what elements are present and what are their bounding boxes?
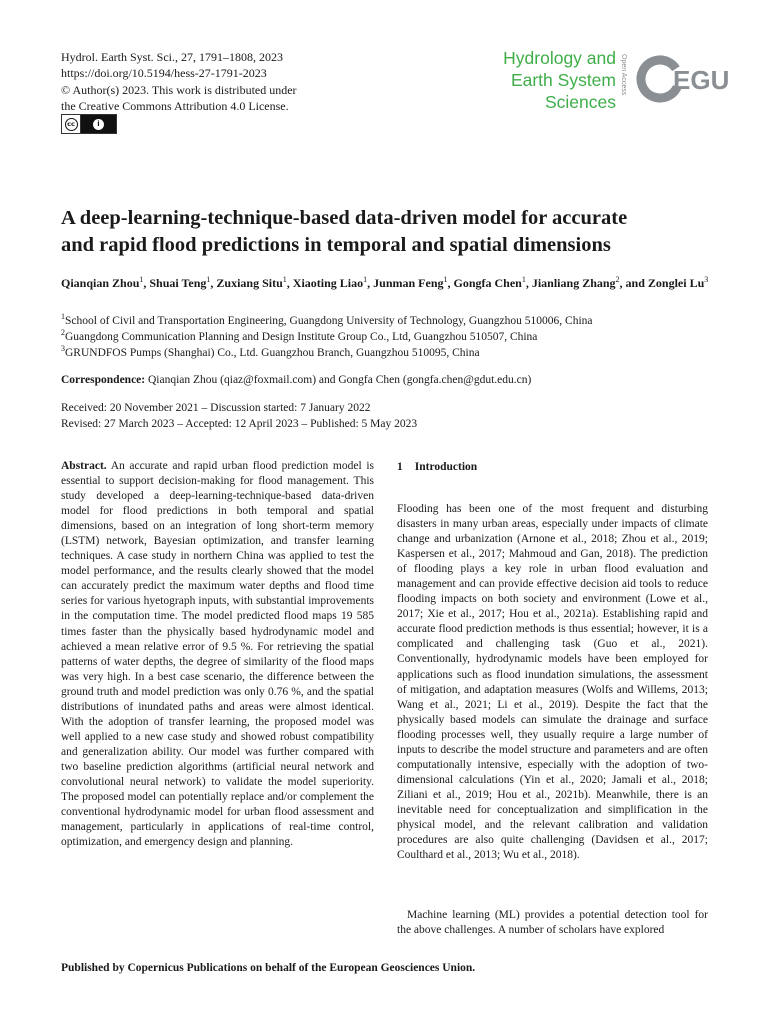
affiliation-list — [61, 313, 593, 361]
doi-link[interactable]: https://doi.org/10.5194/hess-27-1791-2023 — [61, 66, 267, 81]
intro-paragraph: Flooding has been one of the most frequent and disturbing disasters in many urban areas, especially under impacts of climate change and urbanization (Arnone et al., 2018; Zhou et al., 2019; Kaspersen et al., 2017; Mahmoud and Gan, 2018). The prediction of flooding plays a key role in urban flood evaluation and management and can provide effective decision aid tools to reduce flooding impacts on both society and environment (Lowe et al., 2017; Xie et al., 2017; Hou et al., 2021a). Establishing rapid and accurate flood prediction methods is thus essential; however, it is a complicated and challenging task (Guo et al., 2021). Conventionally, hydrodynamic models have been employed for applications such as flood inundation simulations, the assessment of mitigation, and adaptation measures (Wolfs and Willems, 2013; Wang et al., 2021; Li et al., 2019). Despite the fact that the physically based models can simulate the drainage and surface flooding processes well, they usually require a large number of inputs to describe the model structure and parameters and are often computationally intensive, especially with the adoption of two-dimensional calculations (Yin et al., 2020; Jamali et al., 2018; Ziliani et al., 2019; Hou et al., 2021b). Meanwhile, there is an inevitable need for conceptualization and simplification in the physical model, and the relevant calibration and validation procedures are also quite challenging (Davidsen et al., 2017; Coulthard et al., 2013; Wu et al., 2018). — [397, 503, 708, 862]
publisher-footer: Published by Copernicus Publications on behalf of the European Geosciences Union. — [61, 962, 476, 974]
section-number: 1 — [397, 461, 403, 473]
attribution-icon: i — [81, 115, 116, 133]
article-title: A deep-learning-technique-based data-driven model for accurate and rapid flood predictions in temporal and spatial dimensions — [61, 207, 628, 256]
journal-name: Hydrology and Earth System Sciences — [503, 48, 616, 112]
license-line: the Creative Commons Attribution 4.0 License. — [61, 98, 289, 113]
correspondence-emails[interactable]: Qianqian Zhou (qiaz@foxmail.com) and Gongfa Chen (gongfa.chen@gdut.edu.cn) — [148, 374, 532, 386]
author[interactable]: Shuai Teng$^1$ — [149, 275, 211, 290]
svg-text:Open Access: Open Access — [620, 54, 627, 96]
abstract-label: Abstract. — [61, 460, 107, 472]
intro-paragraph: Machine learning (ML) provides a potential detection tool for the above challenges. A number of scholars have explored — [397, 909, 708, 937]
publication-dates: Received: 20 November 2021 – Discussion started: 7 January 2022 Revised: 27 March 2023 – Accepted: 12 April 2023 – Published: 5 May 2023 — [61, 402, 418, 430]
citation-block — [61, 49, 297, 114]
svg-text:EGU: EGU — [673, 65, 730, 95]
abstract — [61, 459, 374, 850]
egu-logo — [633, 51, 730, 107]
author-list: Qianqian Zhou$^1$, Shuai Teng$^1$, Zuxiang Situ$^1$, Xiaoting Liao$^1$, Junman Feng$^1$, Gongfa Chen$^1$, Jianliang Zhang$^2$, and Zonglei Lu$^3$ — [61, 275, 709, 290]
author[interactable]: Xiaoting Liao$^1$ — [292, 275, 368, 290]
correspondence-label: Correspondence: — [61, 374, 146, 386]
affiliation: $^1$School of Civil and Transportation Engineering, Guangdong University of Technology, Guangzhou 510006, China — [61, 312, 593, 327]
cc-by-license-badge[interactable] — [61, 114, 117, 134]
affiliation: $^3$GRUNDFOS Pumps (Shanghai) Co., Ltd. Guangzhou Branch, Guangzhou 510095, China — [61, 344, 480, 359]
author[interactable]: Zonglei Lu$^3$ — [647, 275, 709, 290]
author[interactable]: Junman Feng$^1$ — [373, 275, 448, 290]
copyright-line: © Author(s) 2023. This work is distributed under — [61, 82, 297, 97]
author[interactable]: Zuxiang Situ$^1$ — [216, 275, 287, 290]
author[interactable]: Gongfa Chen$^1$ — [453, 275, 526, 290]
affiliation: $^2$Guangdong Communication Planning and Design Institute Group Co., Ltd, Guangzhou 510507, China — [61, 328, 538, 343]
author[interactable]: Qianqian Zhou$^1$ — [61, 275, 144, 290]
author[interactable]: Jianliang Zhang$^2$ — [531, 275, 620, 290]
journal-citation: Hydrol. Earth Syst. Sci., 27, 1791–1808, 2023 — [61, 50, 283, 64]
open-access-label — [612, 54, 626, 104]
correspondence — [61, 372, 531, 388]
creative-commons-icon: cc — [62, 115, 81, 133]
section-title: Introduction — [414, 461, 478, 473]
section-heading — [397, 459, 477, 475]
abstract-text: An accurate and rapid urban flood prediction model is essential to support decision-making for flood management. This study developed a deep-learning-technique-based data-driven model for flood predictions in both temporal and spatial dimensions, based on an integration of long short-term memory (LSTM) network, Bayesian optimization, and transfer learning techniques. A case study in northern China was applied to test the model performance, and the results clearly showed that the model can accurately predict the maximum water depths and flood time series for various hyetograph inputs, with substantial improvements in the computation time. The model predicted flood maps 19 585 times faster than the physically based hydrodynamic model and achieved a mean relative error of 9.5 %. For retrieving the spatial patterns of water depths, the degree of similarity of the flood maps was very high. In a best case scenario, the difference between the ground truth and model prediction was only 0.76 %, and the spatial distributions of inundated paths and areas were almost identical. With the adoption of transfer learning, the proposed model was well applied to a new case study and showed robust compatibility and generalization ability. Our model was further compared with two baseline prediction algorithms (artificial neural network and convolutional neural network) to validate the model superiority. The proposed model can potentially replace and/or complement the conventional hydrodynamic model for urban flood assessment and management, particularly in applications of real-time control, optimization, and emergency design and planning. — [61, 460, 374, 849]
